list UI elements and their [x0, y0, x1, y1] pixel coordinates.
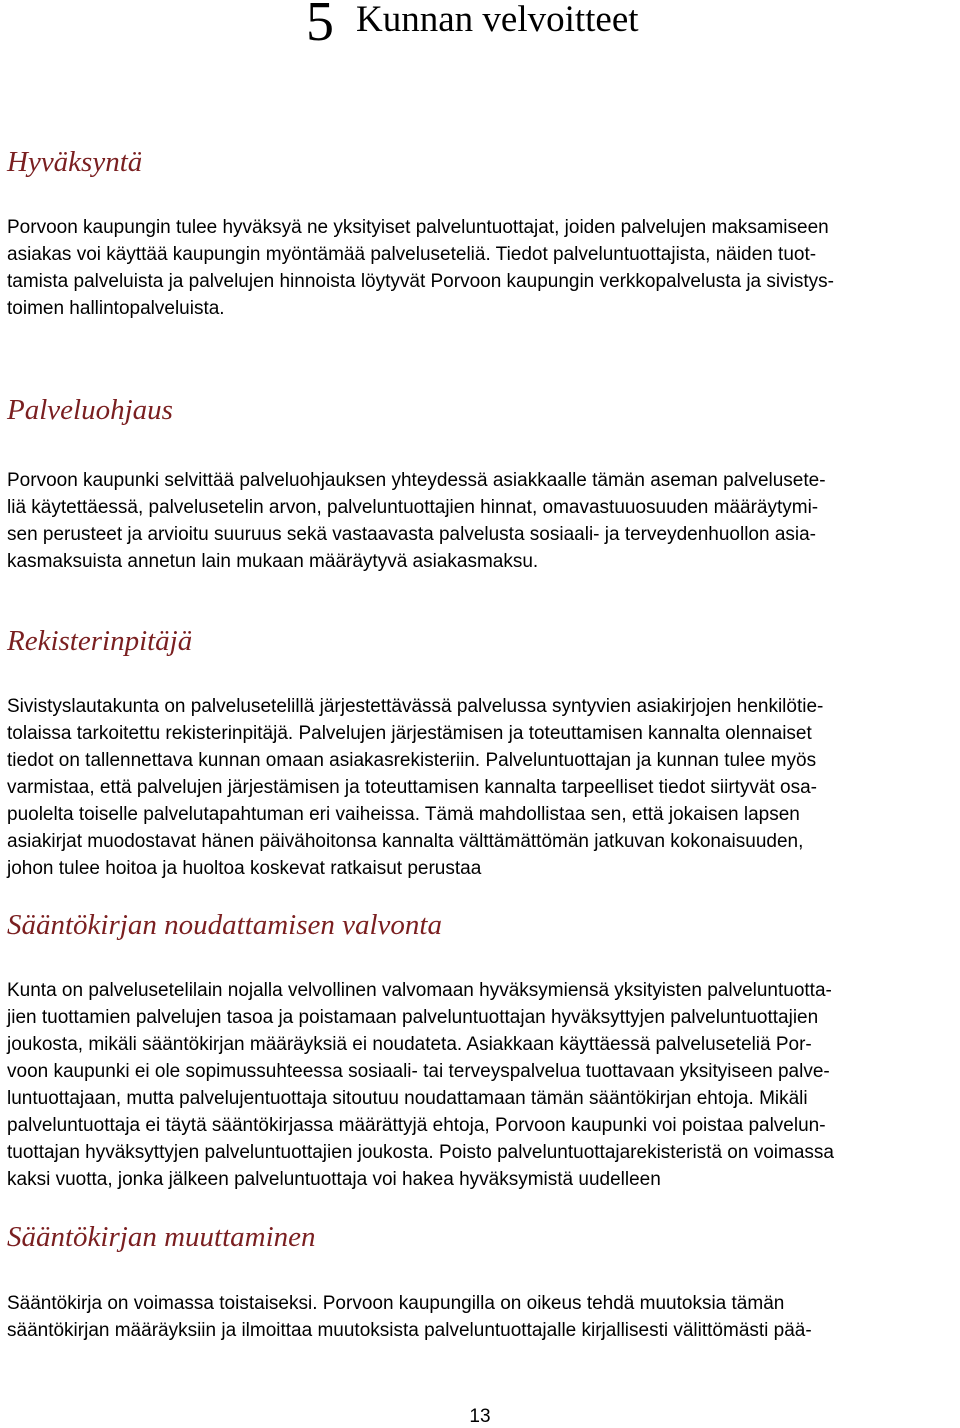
- chapter-header: [0, 0, 960, 53]
- chapter-number: 5: [306, 0, 334, 53]
- paragraph-line: tuottajan hyväksyttyjen palveluntuottajien joukosta. Poisto palveluntuottajarekisteristä on voimassa: [7, 1142, 834, 1163]
- section-paragraph-valvonta: [7, 977, 955, 1193]
- section-heading-valvonta: Sääntökirjan noudattamisen valvonta: [7, 909, 442, 941]
- paragraph-line: sen perusteet ja arvioitu suuruus sekä vastaavasta palvelusta sosiaali- ja terveydenhuollon asia-: [7, 524, 817, 545]
- paragraph-line: varmistaa, että palvelujen järjestämisen ja toteuttamisen kannalta tarpeelliset tiedot siirtyvät osa-: [7, 777, 818, 798]
- paragraph-line: tolaissa tarkoitettu rekisterinpitäjä. Palvelujen järjestämisen ja toteuttamisen kannalta olennaiset: [7, 723, 812, 744]
- paragraph-line: voon kaupunki ei ole sopimussuhteessa sosiaali- tai terveyspalvelua tuottavaan yksityiseen palve-: [7, 1061, 830, 1082]
- section-heading-hyvaksynta: Hyväksyntä: [7, 146, 143, 178]
- paragraph-line: jien tuottamien palvelujen tasoa ja poistamaan palveluntuottajan hyväksyttyjen palveluntuottajien: [7, 1007, 819, 1028]
- paragraph-line: johon tulee hoitoa ja huoltoa koskevat ratkaisut perustaa: [7, 858, 482, 879]
- page-number: 13: [469, 1406, 491, 1427]
- section-paragraph-muuttaminen: [7, 1290, 955, 1344]
- paragraph-line: Kunta on palvelusetelilain nojalla velvollinen valvomaan hyväksymiensä yksityisten palveluntuotta-: [7, 980, 832, 1001]
- paragraph-line: kasmaksuista annetun lain mukaan määräytyvä asiakasmaksu.: [7, 551, 539, 572]
- paragraph-line: tiedot on tallennettava kunnan omaan asiakasrekisteriin. Palveluntuottajan ja kunnan tulee myös: [7, 750, 817, 771]
- section-paragraph-hyvaksynta: [7, 214, 955, 322]
- paragraph-line: Sivistyslautakunta on palvelusetelillä järjestettävässä palvelussa syntyvien asiakirjojen henkilötie-: [7, 696, 824, 717]
- section-heading-palveluohjaus: Palveluohjaus: [7, 394, 173, 426]
- paragraph-line: puolelta toiselle palvelutapahtuman eri vaiheissa. Tämä mahdollistaa sen, että jokaisen lapsen: [7, 804, 800, 825]
- paragraph-line: palveluntuottaja ei täytä sääntökirjassa määrättyjä ehtoja, Porvoon kaupunki voi poistaa palvelun-: [7, 1115, 826, 1136]
- paragraph-line: tamista palveluista ja palvelujen hinnoista löytyvät Porvoon kaupungin verkkopalvelusta ja sivistys-: [7, 271, 834, 292]
- paragraph-line: toimen hallintopalveluista.: [7, 298, 225, 319]
- paragraph-line: asiakirjat muodostavat hänen päivähoitonsa kannalta välttämättömän jatkuvan kokonaisuuden,: [7, 831, 804, 852]
- paragraph-line: Porvoon kaupunki selvittää palveluohjauksen yhteydessä asiakkaalle tämän aseman palvelusete-: [7, 470, 826, 491]
- paragraph-line: sääntökirjan määräyksiin ja ilmoittaa muutoksista palveluntuottajalle kirjallisesti välittömästi pää-: [7, 1320, 812, 1341]
- paragraph-line: kaksi vuotta, jonka jälkeen palveluntuottaja voi hakea hyväksymistä uudelleen: [7, 1169, 661, 1190]
- paragraph-line: Porvoon kaupungin tulee hyväksyä ne yksityiset palveluntuottajat, joiden palvelujen maksamiseen: [7, 217, 829, 238]
- paragraph-line: liä käytettäessä, palvelusetelin arvon, palveluntuottajien hinnat, omavastuuosuuden määräytymi-: [7, 497, 819, 518]
- section-heading-muuttaminen: Sääntökirjan muuttaminen: [7, 1221, 316, 1253]
- section-paragraph-rekisterinpitaja: [7, 693, 955, 882]
- paragraph-line: asiakas voi käyttää kaupungin myöntämää palveluseteliä. Tiedot palveluntuottajista, näiden tuot-: [7, 244, 817, 265]
- section-heading-rekisterinpitaja: Rekisterinpitäjä: [7, 625, 193, 657]
- chapter-title: Kunnan velvoitteet: [356, 0, 639, 40]
- section-paragraph-palveluohjaus: [7, 467, 955, 575]
- paragraph-line: luntuottajaan, mutta palvelujentuottaja sitoutuu noudattamaan tämän sääntökirjan ehtoja. Mikäli: [7, 1088, 808, 1109]
- paragraph-line: joukosta, mikäli sääntökirjan määräyksiä ei noudateta. Asiakkaan käyttäessä palveluseteliä Por-: [7, 1034, 812, 1055]
- paragraph-line: Sääntökirja on voimassa toistaiseksi. Porvoon kaupungilla on oikeus tehdä muutoksia tämän: [7, 1293, 785, 1314]
